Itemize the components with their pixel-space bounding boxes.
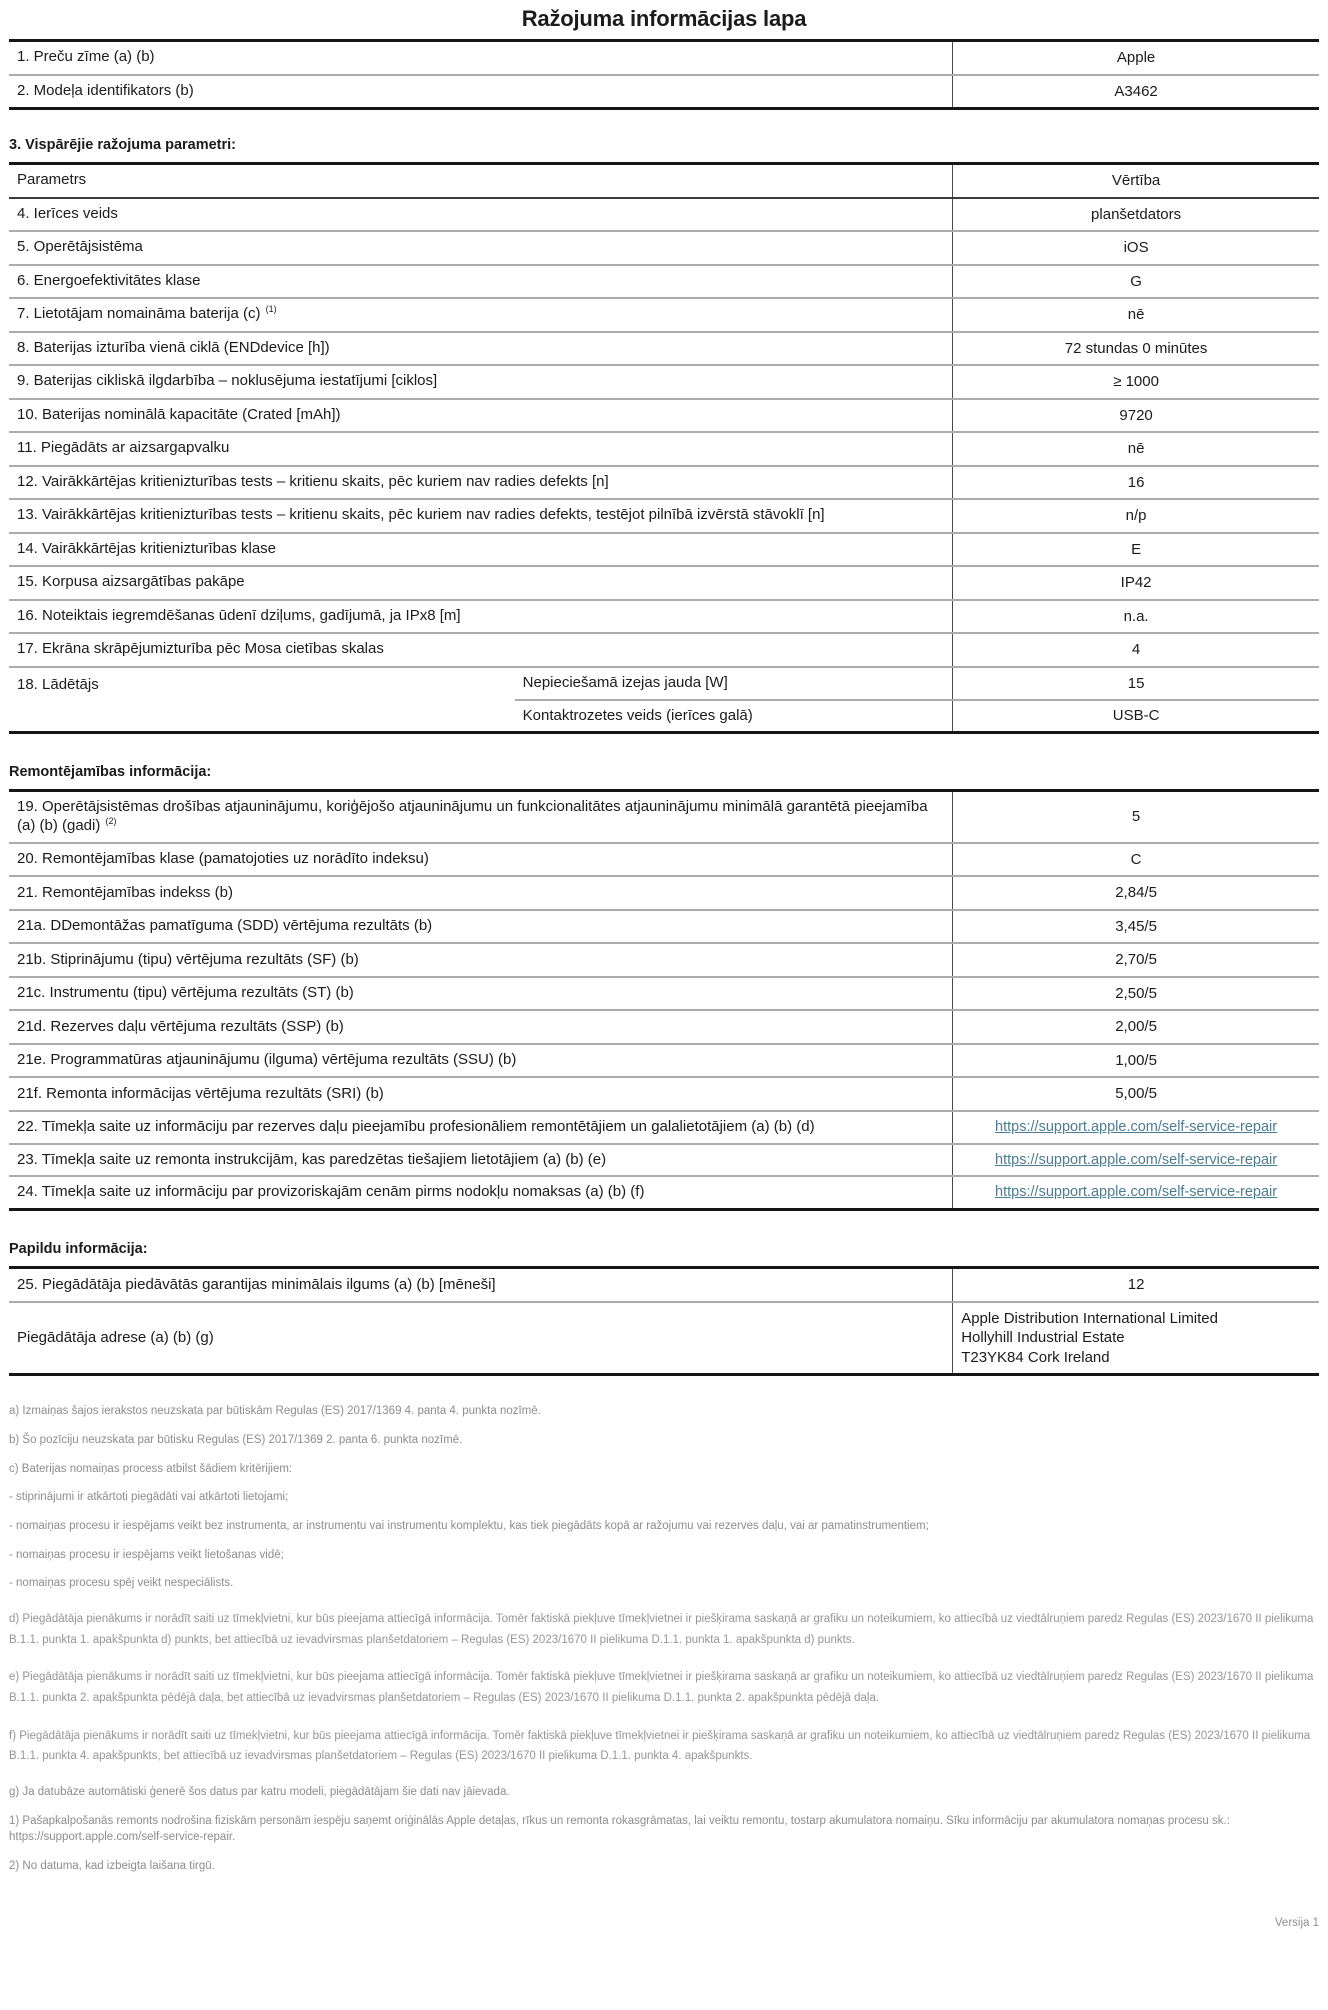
row-value: planšetdators — [952, 199, 1319, 231]
row-label: 10. Baterijas nominālā kapacitāte (Crated [mAh]) — [17, 405, 341, 423]
row-label-text: 7. Lietotājam nomaināma baterija (c) — [17, 305, 261, 323]
additional-info-table — [9, 1266, 1319, 1376]
footnote: e) Piegādātāja pienākums ir norādīt saiti uz tīmekļvietni, kur būs pieejama attiecīgā informācija. Tomēr faktiskā piekļuve tīmekļvietnei ir piešķirama saskaņā ar grafiku un noteikumiem, ko attiecībā uz viedtālruņiem paredz Regulas (ES) 2023/1670 II pielikuma B.1.1. punkta 2. apakšpunkta pēdējā daļa, bet attiecībā uz ievadvirsmas planšetdatoriem – Regulas (ES) 2023/1670 II pielikuma D.1.1. punkta 2. apakšpunkta pēdējā daļa. — [9, 1671, 1314, 1705]
table-row — [9, 230, 1319, 264]
table-row — [9, 909, 1319, 943]
table-row — [9, 792, 1319, 842]
row-label: 16. Noteiktais iegremdēšanas ūdenī dziļums, gadījumā, ja IPx8 [m] — [17, 606, 461, 624]
row-value: E — [952, 534, 1319, 566]
table-row — [9, 431, 1319, 465]
table-row — [9, 1009, 1319, 1043]
footnote-ref-1: (1) — [265, 304, 277, 315]
table-row — [9, 331, 1319, 365]
section-heading-additional: Papildu informācija: — [9, 1241, 148, 1258]
row-value: 2,84/5 — [952, 877, 1319, 909]
column-header-value: Vērtība — [952, 165, 1319, 197]
row-label — [9, 792, 952, 842]
row-label: 12. Vairākkārtējas kritienizturības tests – kritienu skaits, pēc kuriem nav radies defekts [n] — [17, 472, 609, 490]
supplier-address-row — [9, 1301, 1319, 1374]
footnotes-section — [9, 1403, 1319, 1875]
row-label: 22. Tīmekļa saite uz informāciju par rezerves daļu pieejamību profesionāliem remontētājiem un galalietotājiem (a) (b) (d) — [17, 1117, 815, 1135]
table-row — [9, 74, 1319, 108]
table-row — [9, 297, 1319, 331]
table-row — [9, 632, 1319, 666]
row-value: 5,00/5 — [952, 1078, 1319, 1110]
row-label: 8. Baterijas izturība vienā ciklā (ENDdevice [h]) — [17, 338, 330, 356]
table-row — [9, 1076, 1319, 1110]
row-value: C — [952, 844, 1319, 876]
footnote: d) Piegādātāja pienākums ir norādīt saiti uz tīmekļvietni, kur būs pieejama attiecīgā informācija. Tomēr faktiskā piekļuve tīmekļvietnei ir piešķirama saskaņā ar grafiku un noteikumiem, ko attiecībā uz viedtālruņiem paredz Regulas (ES) 2023/1670 II pielikuma B.1.1. punkta 1. apakšpunkta d) punkts, bet attiecībā uz ievadvirsmas planšetdatoriem – Regulas (ES) 2023/1670 II pielikuma D.1.1. punkta 1. apakšpunkta d) punkts. — [9, 1612, 1314, 1646]
footnote: b) Šo pozīciju neuzskata par būtisku Regulas (ES) 2017/1369 2. panta 6. punkta nozīmē. — [9, 1433, 463, 1446]
row-value: ≥ 1000 — [952, 366, 1319, 398]
row-label: 5. Operētājsistēma — [17, 238, 143, 256]
self-service-repair-link[interactable]: https://support.apple.com/self-service-repair — [995, 1151, 1278, 1168]
table-row — [9, 1175, 1319, 1208]
table-row — [9, 1110, 1319, 1143]
row-label: 14. Vairākkārtējas kritienizturības klase — [17, 539, 276, 557]
row-value: iOS — [952, 232, 1319, 264]
column-header-parameter: Parametrs — [17, 171, 87, 189]
row-value: 3,45/5 — [952, 911, 1319, 943]
row-label: 4. Ierīces veids — [17, 204, 118, 222]
row-label: Piegādātāja adrese (a) (b) (g) — [17, 1328, 214, 1346]
section-heading-repairability: Remontējamības informācija: — [9, 764, 212, 781]
charger-sub-value: 15 — [952, 668, 1319, 699]
footnote: - nomaiņas procesu ir iespējams veikt bez instrumenta, ar instrumentu vai instrumentu komplektu, kas tiek piegādāts kopā ar ražojumu vai rezerves daļu, vai ar pamatinstrumentiem; — [9, 1519, 929, 1532]
table-row — [9, 532, 1319, 566]
footnote: - nomaiņas procesu spēj veikt nespeciālists. — [9, 1577, 234, 1590]
footnote: c) Baterijas nomaiņas process atbilst šādiem kritērijiem: — [9, 1462, 293, 1475]
row-label: 20. Remontējamības klase (pamatojoties uz norādīto indeksu) — [17, 850, 429, 868]
general-parameters-table — [9, 162, 1319, 734]
charger-sub-table — [515, 668, 1319, 732]
charger-sub-label: Nepieciešamā izejas jauda [W] — [522, 673, 728, 691]
row-value: 72 stundas 0 minūtes — [952, 333, 1319, 365]
row-value: 2,70/5 — [952, 944, 1319, 976]
row-label: 21e. Programmatūras atjauninājumu (ilguma) vērtējuma rezultāts (SSU) (b) — [17, 1051, 517, 1069]
table-row — [9, 1269, 1319, 1301]
table-header-row — [9, 165, 1319, 197]
address-line: Hollyhill Industrial Estate — [961, 1329, 1125, 1347]
row-label: 21b. Stiprinājumu (tipu) vērtējuma rezultāts (SF) (b) — [17, 950, 359, 968]
charger-sub-label: Kontaktrozetes veids (ierīces galā) — [522, 706, 753, 724]
row-value: 2,00/5 — [952, 1011, 1319, 1043]
footnote: 1) Pašapkalpošanās remonts nodrošina fiziskām personām iespēju saņemt oriģinālās Apple detaļas, rīkus un remonta rokasgrāmatas, lai veiktu remontu, tostarp akumulatora nomaiņu. Sīku informāciju par akumulatora nomaņas procesu sk.: https://support.apple.com/self-service-repair. — [9, 1814, 1230, 1844]
address-block — [961, 1309, 1218, 1368]
charger-sub-row — [515, 668, 1319, 699]
table-row — [9, 976, 1319, 1010]
row-label: 11. Piegādāts ar aizsargapvalku — [17, 439, 230, 457]
row-label: 2. Modeļa identifikators (b) — [17, 81, 194, 99]
page-title: Ražojuma informācijas lapa — [521, 6, 807, 31]
table-row — [9, 1143, 1319, 1176]
row-value: 5 — [952, 792, 1319, 842]
row-value: 1,00/5 — [952, 1045, 1319, 1077]
row-label: 1. Preču zīme (a) (b) — [17, 48, 155, 66]
row-value: G — [952, 266, 1319, 298]
row-value: A3462 — [952, 76, 1319, 108]
table-row — [9, 875, 1319, 909]
table-row — [9, 1043, 1319, 1077]
row-value — [952, 1177, 1319, 1208]
row-label: 15. Korpusa aizsargātības pakāpe — [17, 573, 245, 591]
charger-sub-value: USB-C — [952, 701, 1319, 732]
table-row — [9, 599, 1319, 633]
row-value — [952, 1112, 1319, 1143]
table-row — [9, 398, 1319, 432]
table-row — [9, 264, 1319, 298]
footnote: 2) No datuma, kad izbeigta laišana tirgū. — [9, 1860, 215, 1873]
footnote: f) Piegādātāja pienākums ir norādīt saiti uz tīmekļvietni, kur būs pieejama attiecīgā informācija. Tomēr faktiskā piekļuve tīmekļvietnei ir piešķirama saskaņā ar grafiku un noteikumiem, ko attiecībā uz viedtālruņiem paredz Regulas (ES) 2023/1670 II pielikuma B.1.1. punkta 4. apakšpunkts, bet attiecībā uz ievadvirsmas planšetdatoriem – Regulas (ES) 2023/1670 II pielikuma D.1.1. punkta 4. apakšpunkts. — [9, 1729, 1311, 1763]
row-label: 25. Piegādātāja piedāvātās garantijas minimālais ilgums (a) (b) [mēneši] — [17, 1275, 496, 1293]
table-row — [9, 42, 1319, 74]
footnote: a) Izmaiņas šajos ierakstos neuzskata par būtiskām Regulas (ES) 2017/1369 4. panta 4. punkta nozīmē. — [9, 1405, 541, 1418]
row-value: 12 — [952, 1269, 1319, 1301]
row-label: 6. Energoefektivitātes klase — [17, 271, 201, 289]
row-value: 16 — [952, 467, 1319, 499]
charger-row — [9, 666, 1319, 732]
self-service-repair-link[interactable]: https://support.apple.com/self-service-repair — [995, 1184, 1278, 1201]
section-heading-general: 3. Vispārējie ražojuma parametri: — [9, 137, 237, 153]
table-row — [9, 465, 1319, 499]
row-label: 21a. DDemontāžas pamatīguma (SDD) vērtējuma rezultāts (b) — [17, 917, 433, 935]
row-label: 24. Tīmekļa saite uz informāciju par provizoriskajām cenām pirms nodokļu nomaksas (a) (b) (f) — [17, 1183, 645, 1201]
self-service-repair-link[interactable]: https://support.apple.com/self-service-repair — [995, 1118, 1278, 1135]
footnote: g) Ja datubāze automātiski ģenerē šos datus par katru modeli, piegādātājam šie dati nav jāievada. — [9, 1786, 510, 1799]
row-label: 17. Ekrāna skrāpējumizturība pēc Mosa cietības skalas — [17, 640, 384, 658]
footnote: - stiprinājumi ir atkārtoti piegādāti vai atkārtoti lietojami; — [9, 1491, 289, 1504]
row-value — [952, 1145, 1319, 1176]
row-label: 18. Lādētājs — [17, 675, 99, 693]
row-label: 13. Vairākkārtējas kritienizturības tests – kritienu skaits, pēc kuriem nav radies defekts, testējot pilnībā izvērstā stāvoklī [n] — [17, 506, 825, 524]
charger-sub-row — [515, 699, 1319, 732]
row-label: 21c. Instrumentu (tipu) vērtējuma rezultāts (ST) (b) — [17, 984, 354, 1002]
repairability-table — [9, 789, 1319, 1211]
row-label: 23. Tīmekļa saite uz remonta instrukcijām, kas paredzētas tiešajiem lietotājiem (a) (b) (e) — [17, 1150, 607, 1168]
row-value: 2,50/5 — [952, 978, 1319, 1010]
row-label — [9, 299, 952, 330]
table-row — [9, 197, 1319, 231]
row-label: 21f. Remonta informācijas vērtējuma rezultāts (SRI) (b) — [17, 1084, 384, 1102]
row-label: 21d. Rezerves daļu vērtējuma rezultāts (SSP) (b) — [17, 1017, 344, 1035]
row-value: Apple — [952, 42, 1319, 74]
footnote-ref-2: (2) — [105, 816, 117, 826]
table-row — [9, 942, 1319, 976]
address-line: Apple Distribution International Limited — [961, 1309, 1218, 1327]
row-label-text: 19. Operētājsistēmas drošības atjauninājumu, koriģējošo atjauninājumu un funkcionalitātes atjauninājumu minimālā garantētā pieejamība (a) (b) (gadi) — [17, 798, 928, 834]
identity-table — [9, 39, 1319, 110]
row-value: 4 — [952, 634, 1319, 666]
row-value: n.a. — [952, 601, 1319, 633]
row-label: 21. Remontējamības indekss (b) — [17, 883, 233, 901]
version-label: Versija 1 — [1274, 1916, 1319, 1929]
row-label: 9. Baterijas cikliskā ilgdarbība – noklusējuma iestatījumi [ciklos] — [17, 372, 438, 390]
table-row — [9, 842, 1319, 876]
row-value: 9720 — [952, 400, 1319, 432]
row-value: nē — [952, 299, 1319, 331]
row-value: n/p — [952, 500, 1319, 532]
row-value: IP42 — [952, 567, 1319, 599]
address-line: T23YK84 Cork Ireland — [961, 1348, 1110, 1366]
footnote: - nomaiņas procesu ir iespējams veikt lietošanas vidē; — [9, 1548, 284, 1561]
table-row — [9, 364, 1319, 398]
table-row — [9, 498, 1319, 532]
table-row — [9, 565, 1319, 599]
row-value: nē — [952, 433, 1319, 465]
supplier-address — [952, 1303, 1319, 1374]
